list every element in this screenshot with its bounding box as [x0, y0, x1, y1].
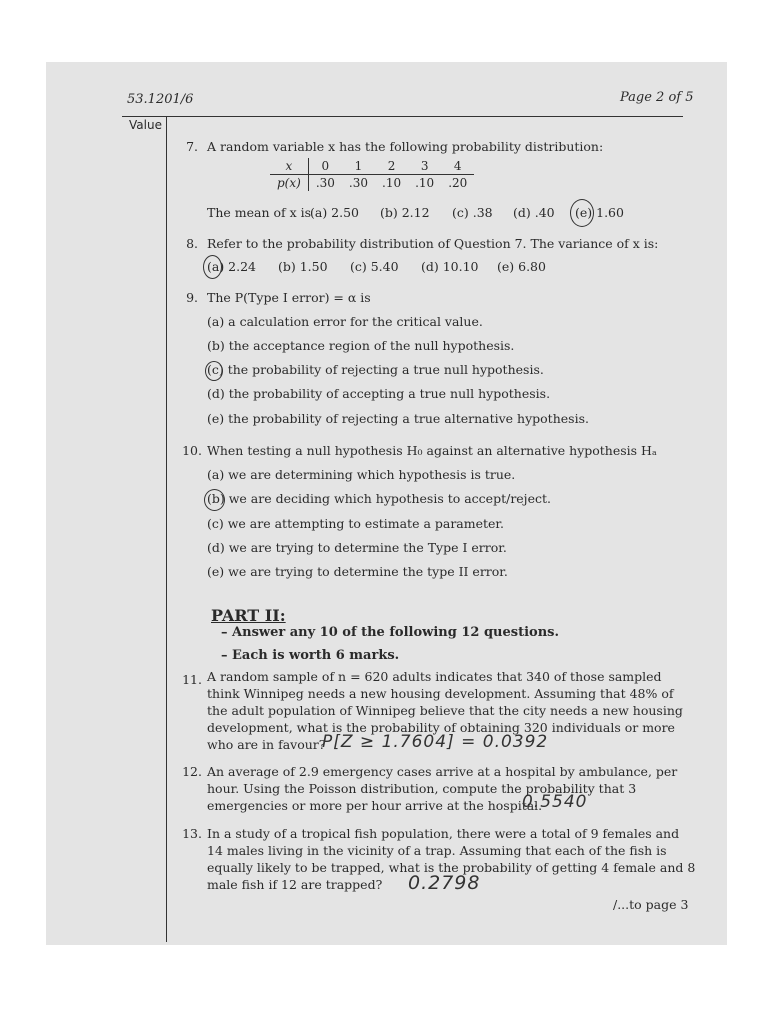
question-10-number: 10. — [182, 443, 202, 458]
question-10-text: When testing a null hypothesis H₀ against an alternative hypothesis Hₐ — [207, 443, 657, 458]
question-13-line: male fish if 12 are trapped? — [207, 877, 383, 892]
question-12-line: hour. Using the Poisson distribution, compute the probability that 3 — [207, 781, 637, 796]
continue-note: /...to page 3 — [613, 897, 689, 912]
option-b: (b) 1.50 — [278, 259, 328, 274]
table-cell: 1 — [354, 159, 363, 173]
value-column-label: Value — [129, 118, 162, 132]
part-2-instruction-1: – Answer any 10 of the following 12 questions. — [221, 625, 559, 640]
question-11-line: the adult population of Winnipeg believe that the city needs a new housing — [207, 703, 683, 718]
question-12-number: 12. — [182, 764, 202, 779]
answer-circle — [570, 199, 594, 227]
question-8-text: Refer to the probability distribution of Question 7. The variance of x is: — [207, 236, 659, 251]
question-7-text: A random variable x has the following probability distribution: — [207, 139, 604, 154]
table-cell: 4 — [453, 159, 462, 173]
question-12-line: An average of 2.9 emergency cases arrive at a hospital by ambulance, per — [207, 764, 678, 779]
answer-circle — [205, 361, 223, 381]
option-b: (b) 2.12 — [380, 205, 430, 220]
table-cell: .30 — [308, 175, 342, 192]
option-a: (a) 2.24 — [207, 259, 257, 274]
option-e: (e) the probability of rejecting a true alternative hypothesis. — [207, 411, 589, 426]
question-12-line: emergencies or more per hour arrive at the hospital. — [207, 798, 543, 813]
option-e: (e) we are trying to determine the type II error. — [207, 564, 508, 579]
question-13-line: equally likely to be trapped, what is the probability of getting 4 female and 8 — [207, 860, 696, 875]
header-rule — [122, 116, 683, 117]
question-11-line: development, what is the probability of obtaining 320 individuals or more — [207, 720, 675, 735]
table-cell: .20 — [441, 175, 474, 192]
probability-distribution-table — [270, 158, 474, 191]
question-9-number: 9. — [186, 290, 198, 305]
table-cell: 2 — [387, 159, 396, 173]
answer-circle — [203, 255, 222, 279]
question-8-number: 8. — [186, 236, 198, 251]
option-b: (b) the acceptance region of the null hypothesis. — [207, 338, 515, 353]
option-d: (d) .40 — [513, 205, 555, 220]
value-column-rule — [166, 116, 167, 942]
question-11-line: who are in favour? — [207, 737, 326, 752]
question-13-number: 13. — [182, 826, 202, 841]
part-2-heading: PART II: — [211, 606, 286, 625]
p-label: p(x) — [270, 175, 308, 192]
option-c: (c) 5.40 — [350, 259, 399, 274]
question-11-number: 11. — [182, 672, 202, 687]
table-cell: .30 — [342, 175, 375, 192]
x-label: x — [270, 158, 308, 175]
option-a: (a) 2.50 — [310, 205, 360, 220]
table-cell: 0 — [321, 159, 330, 173]
question-9-text: The P(Type I error) = α is — [207, 290, 371, 305]
table-cell: 3 — [420, 159, 429, 173]
question-11-line: think Winnipeg needs a new housing development. Assuming that 48% of — [207, 686, 674, 701]
question-13-line: In a study of a tropical fish population, there were a total of 9 females and — [207, 826, 680, 841]
table-cell: .10 — [375, 175, 408, 192]
option-d: (d) the probability of accepting a true null hypothesis. — [207, 386, 551, 401]
option-c: (c) the probability of rejecting a true null hypothesis. — [207, 362, 544, 377]
handwritten-answer: 0.2798 — [408, 872, 481, 894]
answer-circle — [204, 489, 225, 511]
option-b: (b) we are deciding which hypothesis to accept/reject. — [207, 491, 551, 506]
question-7-prompt: The mean of x is — [207, 205, 312, 220]
question-7-number: 7. — [186, 139, 198, 154]
option-e: (e) 6.80 — [497, 259, 546, 274]
option-e: (e) 1.60 — [575, 205, 624, 220]
option-a: (a) we are determining which hypothesis is true. — [207, 467, 516, 482]
option-d: (d) we are trying to determine the Type I error. — [207, 540, 507, 555]
option-a: (a) a calculation error for the critical value. — [207, 314, 483, 329]
question-11-line: A random sample of n = 620 adults indicates that 340 of those sampled — [207, 669, 662, 684]
page-number: Page 2 of 5 — [620, 90, 694, 105]
part-2-instruction-2: – Each is worth 6 marks. — [221, 648, 400, 663]
handwritten-answer: 0.5540 — [522, 792, 588, 812]
option-c: (c) .38 — [452, 205, 493, 220]
option-c: (c) we are attempting to estimate a parameter. — [207, 516, 505, 531]
option-d: (d) 10.10 — [421, 259, 479, 274]
table-cell: .10 — [408, 175, 441, 192]
handwritten-answer: P[Z ≥ 1.7604] = 0.0392 — [322, 732, 549, 752]
course-code: 53.1201/6 — [127, 92, 194, 107]
question-13-line: 14 males living in the vicinity of a trap. Assuming that each of the fish is — [207, 843, 667, 858]
